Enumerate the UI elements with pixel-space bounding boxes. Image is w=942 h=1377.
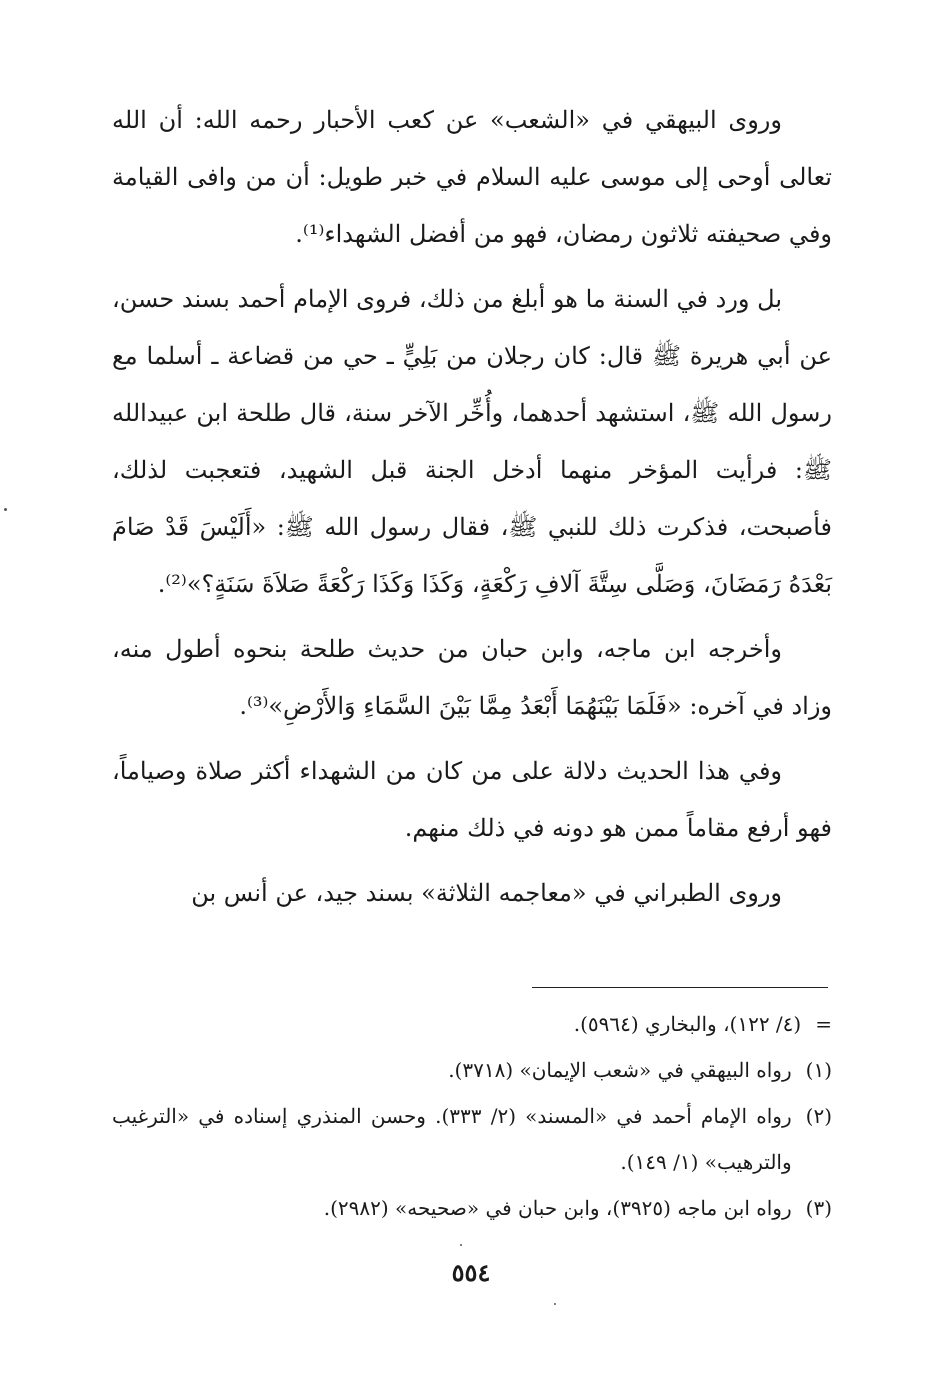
footnote-text: (٤/ ١٢٢)، والبخاري (٥٩٦٤). xyxy=(573,1012,802,1036)
footnotes xyxy=(112,1001,832,1231)
footnote-3 xyxy=(112,1185,832,1231)
footnote-marker: = xyxy=(815,1012,832,1036)
main-text xyxy=(112,92,832,930)
scan-speck xyxy=(554,1303,556,1305)
scan-speck xyxy=(4,508,7,511)
scan-speck xyxy=(460,1244,462,1246)
footnote-text: رواه البيهقي في «شعب الإيمان» (٣٧١٨). xyxy=(448,1058,792,1082)
footnote-marker: (٣) xyxy=(805,1196,832,1220)
page-number: ٥٥٤ xyxy=(451,1258,491,1287)
footnote-marker: (٢) xyxy=(805,1104,832,1128)
paragraph-2: بل ورد في السنة ما هو أبلغ من ذلك، فروى الإمام أحمد بسند حسن، عن أبي هريرة ﷺ قال: كان رجلان من بَلِيٍّ ـ حي من قضاعة ـ أسلما مع رسول الله ﷺ، استشهد أحدهما، وأُخِّر الآخر سنة، قال طلحة ابن عبيدالله ﷺ: فرأيت المؤخر منهما أدخل الجنة قبل الشهيد، فتعجبت لذلك، فأصبحت، فذكرت ذلك للنبي ﷺ، فقال رسول الله ﷺ: «أَلَيْسَ قَدْ صَامَ بَعْدَهُ رَمَضَانَ، وَصَلَّى سِتَّةَ آلافِ رَكْعَةٍ، وَكَذَا وَكَذَا رَكْعَةً صَلاَةَ سَنَةٍ؟»⁽²⁾. xyxy=(112,285,832,598)
paragraph-3: وأخرجه ابن ماجه، وابن حبان من حديث طلحة بنحوه أطول منه، وزاد في آخره: «فَلَمَا بَيْنَهُمَا أَبْعَدُ مِمَّا بَيْنَ السَّمَاءِ وَالأَرْضِ»⁽³⁾. xyxy=(112,635,832,720)
footnote-separator xyxy=(532,987,828,988)
footnote-text: رواه ابن ماجه (٣٩٢٥)، وابن حبان في «صحيحه» (٢٩٨٢). xyxy=(323,1196,792,1220)
footnote-2 xyxy=(112,1093,832,1185)
paragraph-4: وفي هذا الحديث دلالة على من كان من الشهداء أكثر صلاة وصياماً، فهو أرفع مقاماً ممن هو دونه في ذلك منهم. xyxy=(112,757,832,842)
paragraph-1: وروى البيهقي في «الشعب» عن كعب الأحبار رحمه الله: أن الله تعالى أوحى إلى موسى عليه السلام في خبر طويل: أن من وافى القيامة وفي صحيفته ثلاثون رمضان، فهو من أفضل الشهداء⁽¹⁾. xyxy=(112,106,832,248)
footnote-continued xyxy=(112,1001,832,1047)
paragraph-5: وروى الطبراني في «معاجمه الثلاثة» بسند جيد، عن أنس بن xyxy=(191,879,782,907)
footnote-marker: (١) xyxy=(805,1058,832,1082)
footnote-text: رواه الإمام أحمد في «المسند» (٢/ ٣٣٣). وحسن المنذري إسناده في «الترغيب والترهيب» (١/ ١٤٩). xyxy=(112,1104,792,1174)
footnote-1 xyxy=(112,1047,832,1093)
